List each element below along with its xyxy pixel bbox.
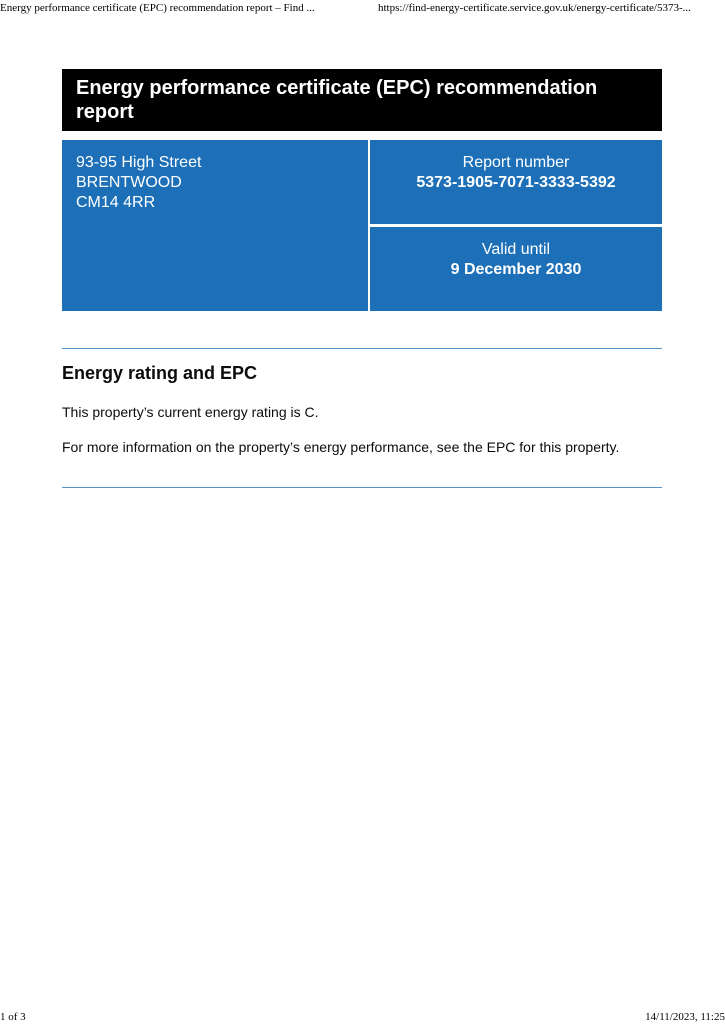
address-line-1: 93-95 High Street [76, 154, 202, 171]
current-rating-text: This property’s current energy rating is C. [62, 404, 319, 420]
valid-until-block [370, 227, 662, 311]
more-info-text: For more information on the property’s energy performance, see the EPC for this property. [62, 439, 620, 455]
section-divider-bottom [62, 487, 662, 488]
print-header-title: Energy performance certificate (EPC) recommendation report – Find ... [0, 2, 315, 14]
print-header-url: https://find-energy-certificate.service.gov.uk/energy-certificate/5373-... [378, 2, 691, 14]
summary-panel [62, 140, 662, 311]
page-title: Energy performance certificate (EPC) recommendation report [76, 77, 598, 123]
address-line-2: BRENTWOOD [76, 174, 182, 191]
print-datetime: 14/11/2023, 11:25 [645, 1011, 725, 1023]
report-number-value: 5373-1905-7071-3333-5392 [416, 174, 616, 191]
report-number-block [370, 140, 662, 224]
address-line-3: CM14 4RR [76, 194, 156, 211]
report-number-label: Report number [462, 154, 570, 171]
valid-until-value: 9 December 2030 [450, 261, 582, 278]
energy-rating-heading: Energy rating and EPC [62, 363, 258, 383]
report-title-bar [62, 69, 662, 131]
address-block [62, 140, 368, 311]
print-footer [0, 1011, 725, 1024]
print-header [0, 2, 725, 16]
section-divider-top [62, 348, 662, 349]
page-count: 1 of 3 [0, 1011, 26, 1023]
valid-until-label: Valid until [481, 241, 551, 258]
